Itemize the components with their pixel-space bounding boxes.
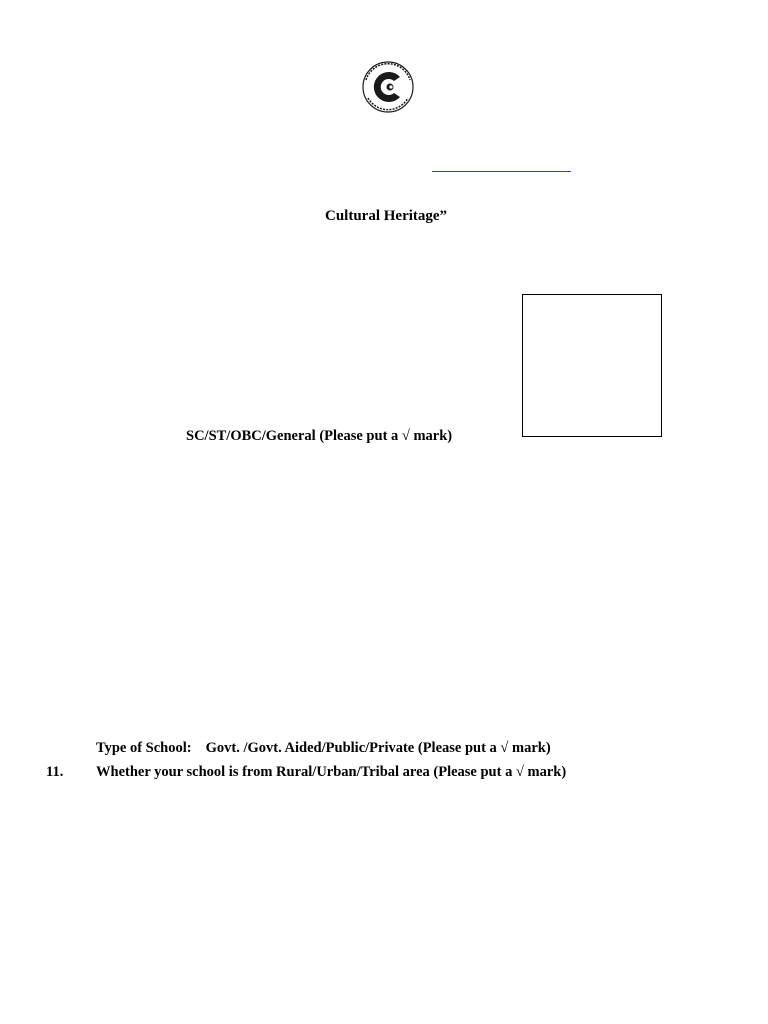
question-11-number: 11. xyxy=(46,764,64,780)
photo-box xyxy=(522,294,662,437)
category-field: SC/ST/OBC/General (Please put a √ mark) xyxy=(186,428,453,444)
school-type-label: Type of School: xyxy=(96,740,192,756)
page-title: Cultural Heritage” xyxy=(325,208,448,224)
ccrt-emblem-icon xyxy=(356,60,420,116)
link-underline[interactable] xyxy=(432,171,571,172)
school-type-options: Govt. /Govt. Aided/Public/Private (Please put a √ mark) xyxy=(205,740,551,756)
school-type-field xyxy=(96,740,551,756)
question-11-text: Whether your school is from Rural/Urban/Tribal area (Please put a √ mark) xyxy=(96,764,567,780)
